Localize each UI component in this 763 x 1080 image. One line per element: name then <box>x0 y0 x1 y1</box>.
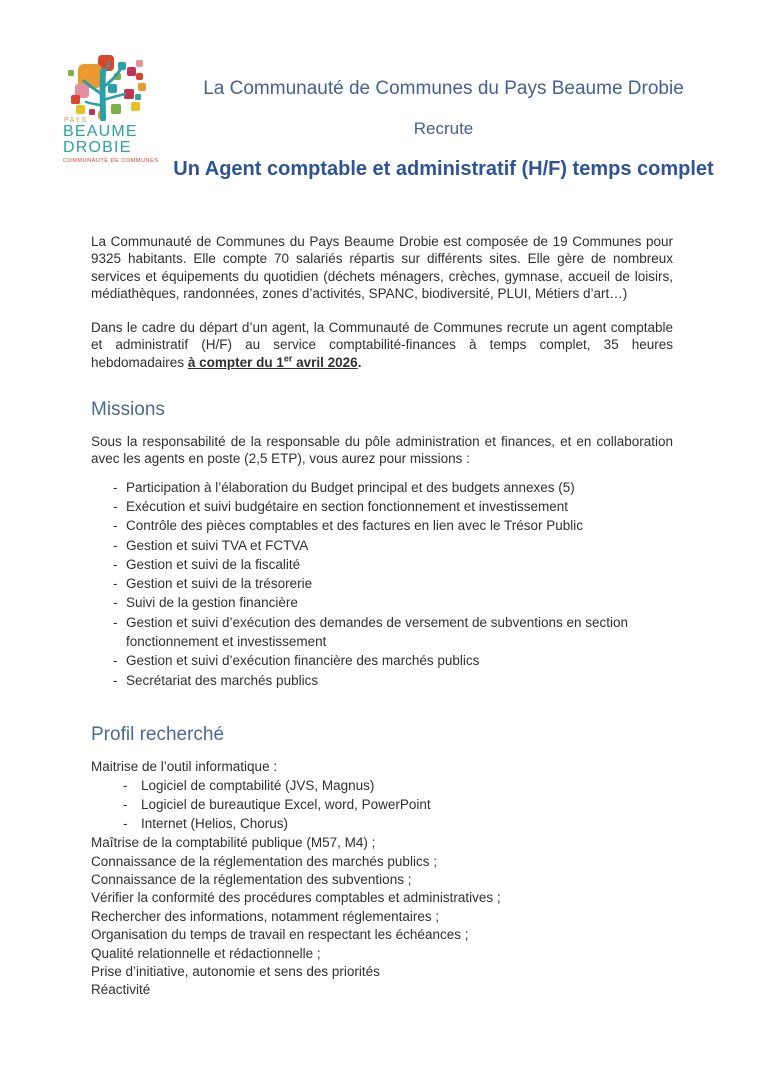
mission-item: - Gestion et suivi de la trésorerie <box>113 574 673 593</box>
dash-bullet: - <box>113 479 118 495</box>
profil-requirement-line: Qualité relationnelle et rédactionnelle ; <box>91 945 321 961</box>
mission-item: - Participation à l’élaboration du Budget principal et des budgets annexes (5) <box>113 478 673 497</box>
mission-item: - Gestion et suivi d’exécution financière des marchés publics <box>113 651 673 670</box>
dash-bullet: - <box>113 614 118 630</box>
profil-requirement-line: Connaissance de la réglementation des marchés publics ; <box>91 853 437 869</box>
ordinal-superscript: er <box>283 353 293 364</box>
mission-item: - Contrôle des pièces comptables et des factures en lien avec le Trésor Public <box>113 516 673 535</box>
profil-heading: Profil recherché <box>91 723 225 745</box>
dash-bullet: - <box>113 576 118 592</box>
recruitment-paragraph-text: Dans le cadre du départ d’un agent, la Communauté de Communes recrute un agent comptable et administratif (H/F) au service comptabilité-finances à temps complet, 35 heures hebdomadaires <box>91 320 673 370</box>
recrute-subtitle: Recrute <box>413 119 474 138</box>
software-skill-item: - Logiciel de bureautique Excel, word, PowerPoint <box>123 796 673 815</box>
profil-section <box>91 723 673 1000</box>
mission-item: - Gestion et suivi d’exécution des demandes de versement de subventions en section fonctionnement et investissement <box>113 613 673 652</box>
dash-bullet: - <box>123 796 128 812</box>
mission-item: - Exécution et suivi budgétaire en section fonctionnement et investissement <box>113 497 673 516</box>
start-date-emphasis: à compter du 1er avril 2026. <box>187 353 362 370</box>
profil-requirement-line: Rechercher des informations, notamment réglementaires ; <box>91 908 440 924</box>
mission-item: - Gestion et suivi TVA et FCTVA <box>113 536 673 555</box>
document-body <box>91 233 673 1000</box>
software-skill-item: - Logiciel de comptabilité (JVS, Magnus) <box>123 777 673 796</box>
tree-logo-icon <box>62 53 152 121</box>
dash-bullet: - <box>113 595 118 611</box>
dash-bullet: - <box>113 518 118 534</box>
profil-requirement-line: Maîtrise de la comptabilité publique (M57, M4) ; <box>91 835 376 851</box>
dash-bullet: - <box>113 672 118 688</box>
missions-list <box>91 478 673 690</box>
dash-bullet: - <box>113 653 118 669</box>
missions-heading: Missions <box>91 399 165 421</box>
logo-name-beaume: BEAUME <box>63 123 138 140</box>
profil-requirement-line: Connaissance de la réglementation des subventions ; <box>91 871 412 887</box>
dash-bullet: - <box>113 498 118 514</box>
profil-requirements <box>91 834 673 1000</box>
mission-item: - Secrétariat des marchés publics <box>113 671 673 690</box>
organization-title: La Communauté de Communes du Pays Beaume Drobie <box>203 78 684 99</box>
missions-intro: Sous la responsabilité de la responsable du pôle administration et finances, et en collaboration avec les agents en poste (2,5 ETP), vous aurez pour missions : <box>91 434 673 467</box>
logo-name-drobie: DROBIE <box>63 139 132 156</box>
dash-bullet: - <box>123 815 128 831</box>
job-title: Un Agent comptable et administratif (H/F) temps complet <box>173 158 714 180</box>
recruitment-paragraph <box>91 319 673 371</box>
pays-beaume-drobie-logo <box>62 53 159 164</box>
logo-pays-label: PAYS <box>64 117 88 124</box>
dash-bullet: - <box>123 778 128 794</box>
software-skill-item: - Internet (Helios, Chorus) <box>123 815 673 834</box>
profil-intro: Maitrise de l’outil informatique : <box>91 758 278 774</box>
logo-tagline: COMMUNAUTÉ DE COMMUNES <box>63 158 159 164</box>
profil-requirement-line: Vérifier la conformité des procédures comptables et administratives ; <box>91 890 501 906</box>
profil-requirement-line: Réactivité <box>91 982 151 998</box>
intro-paragraph: La Communauté de Communes du Pays Beaume Drobie est composée de 19 Communes pour 9325 habitants. Elle compte 70 salariés répartis sur différents sites. Elle gère de nombreux services et équipements du quotidien (déchets ménagers, crèches, gymnase, accueil de loisirs, médiathèques, randonnées, zones d’activités, SPANC, biodiversité, PLUI, Métiers d’art…) <box>91 234 673 301</box>
dash-bullet: - <box>113 537 118 553</box>
profil-requirement-line: Prise d’initiative, autonomie et sens des priorités <box>91 963 380 979</box>
profil-requirement-line: Organisation du temps de travail en respectant les échéances ; <box>91 927 469 943</box>
mission-item: - Gestion et suivi de la fiscalité <box>113 555 673 574</box>
software-skills-list <box>91 777 673 833</box>
dash-bullet: - <box>113 556 118 572</box>
mission-item: - Suivi de la gestion financière <box>113 593 673 612</box>
